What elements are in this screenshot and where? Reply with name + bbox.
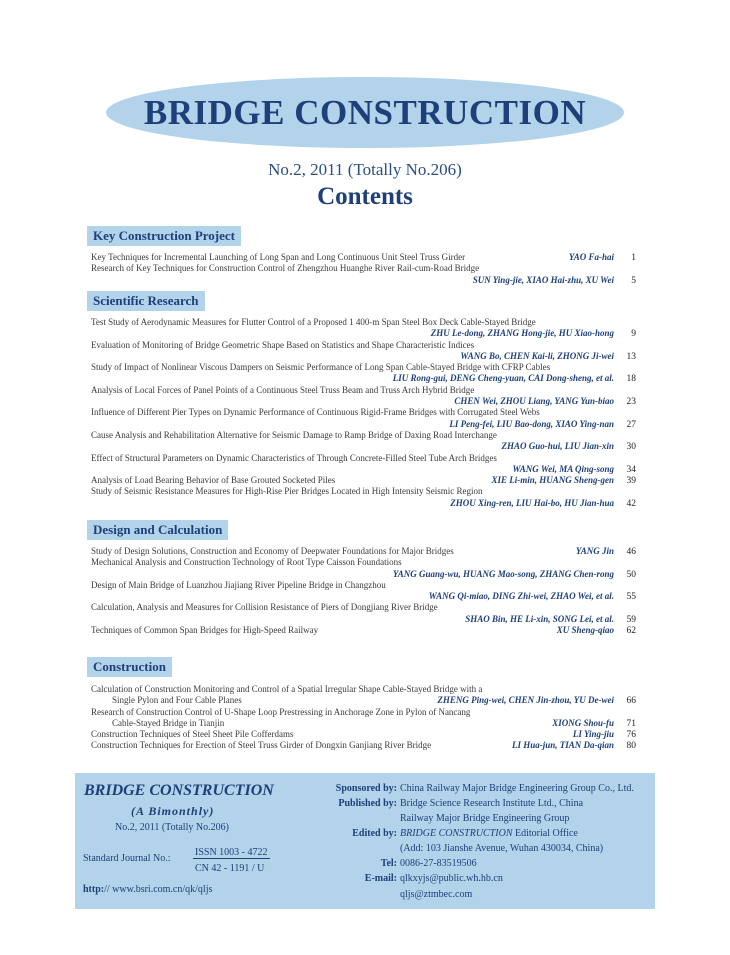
email-label: E-mail: (364, 873, 397, 884)
toc-entry-page: 27 (626, 419, 636, 430)
toc-entry-authors: ZHU Le-dong, ZHANG Hong-jie, HU Xiao-hong (430, 328, 614, 339)
toc-entry-title: Analysis of Local Forces of Panel Points of a Continuous Steel Truss Beam and Truss Arch Hybrid Bridge (91, 384, 475, 395)
email-value-2[interactable]: qljs@ztmbec.com (400, 889, 473, 900)
toc-entry-title: Influence of Different Pier Types on Dynamic Performance of Continuous Rigid-Frame Bridges with Corrugated Steel Webs (91, 407, 540, 418)
toc-entry[interactable] (91, 430, 636, 453)
toc-entry-title: Mechanical Analysis and Construction Technology of Root Type Caisson Foundations (91, 557, 402, 568)
toc-entry-title-continued: Single Pylon and Four Cable Planes (112, 695, 242, 706)
edited-value (400, 828, 578, 839)
website-url: // www.bsri.com.cn/qk/qljs (104, 884, 213, 895)
toc-entry[interactable] (91, 625, 636, 636)
section-heading-design-and-calculation: Design and Calculation (87, 520, 228, 540)
toc-entry-title: Techniques of Common Span Bridges for High-Speed Railway (91, 625, 319, 636)
toc-entry[interactable] (91, 385, 636, 408)
toc-entry[interactable] (91, 340, 636, 363)
section-entries-key-construction-project (91, 252, 636, 286)
toc-entry-authors: YANG Jin (575, 546, 614, 556)
toc-entry-authors: XIONG Shou-fu (552, 717, 614, 728)
toc-entry[interactable] (91, 475, 636, 486)
edited-label: Edited by: (352, 828, 397, 839)
magazine-name: BRIDGE CONSTRUCTION (84, 782, 274, 799)
toc-entry-title: Study of Impact of Nonlinear Viscous Dampers on Seismic Performance of Long Span Cable-Stayed Bridge with CFRP Cables (91, 362, 551, 373)
journal-title-banner (106, 77, 624, 148)
toc-entry-title: Construction Techniques for Erection of Steel Truss Girder of Dongxin Ganjiang River Bridge (91, 740, 432, 751)
toc-entry-page: 34 (626, 464, 636, 475)
toc-entry-page: 18 (626, 374, 636, 385)
toc-entry-page: 55 (626, 592, 636, 603)
publication-info-panel (75, 773, 655, 909)
toc-entry[interactable] (91, 486, 636, 509)
toc-entry[interactable] (91, 707, 636, 730)
toc-entry-authors: WANG Wei, MA Qing-song (512, 463, 614, 474)
toc-entry-authors: SHAO Bin, HE Li-xin, SONG Lei, et al. (465, 613, 614, 624)
toc-entry[interactable] (91, 602, 636, 625)
website-label: http: (83, 884, 105, 895)
sponsored-label: Sponsored by: (335, 783, 397, 794)
toc-entry-title: Research of Construction Control of U-Shape Loop Prestressing in Anchorage Zone in Pylon of Nancang (91, 706, 471, 717)
toc-entry-page: 50 (626, 569, 636, 580)
toc-entry-authors: CHEN Wei, ZHOU Liang, YANG Yun-biao (454, 396, 614, 407)
toc-entry[interactable] (91, 557, 636, 580)
toc-entry[interactable] (91, 546, 636, 557)
toc-entry-authors: YAO Fa-hai (568, 252, 614, 262)
toc-entry-page: 5 (631, 275, 636, 286)
toc-entry-authors: XU Sheng-qiao (556, 625, 614, 636)
toc-entry-page: 23 (626, 397, 636, 408)
toc-entry-page: 80 (626, 741, 636, 752)
cn-number: CN 42 - 1191 / U (195, 863, 265, 874)
issue-line: No.2, 2011 (Totally No.206) (268, 160, 462, 179)
toc-entry-page: 46 (626, 547, 636, 557)
toc-entry-authors: SUN Ying-jie, XIAO Hai-zhu, XU Wei (472, 274, 614, 285)
toc-entry-title: Research of Key Techniques for Construction Control of Zhengzhou Huanghe River Rail-cum-Road Bridge (91, 263, 480, 274)
toc-entry-page: 30 (626, 442, 636, 453)
toc-entry-title: Study of Seismic Resistance Measures for High-Rise Pier Bridges Located in High Intensity Seismic Region (91, 486, 483, 497)
section-heading-construction: Construction (87, 657, 172, 677)
website-link[interactable] (83, 884, 212, 895)
toc-entry-title-continued: Cable-Stayed Bridge in Tianjin (112, 717, 225, 728)
toc-entry[interactable] (91, 740, 636, 751)
toc-entry[interactable] (91, 684, 636, 707)
section-heading-scientific-research: Scientific Research (87, 291, 205, 311)
toc-entry[interactable] (91, 580, 636, 603)
toc-entry-title: Test Study of Aerodynamic Measures for Flutter Control of a Proposed 1 400-m Span Steel Box Deck Cable-Stayed Bridge (91, 317, 536, 327)
toc-entry-title: Evaluation of Monitoring of Bridge Geometric Shape Based on Statistics and Shape Characteristic Indices (91, 339, 475, 350)
magazine-frequency: (A Bimonthly) (131, 804, 215, 818)
section-entries-scientific-research (91, 317, 636, 509)
toc-entry-title: Study of Design Solutions, Construction and Economy of Deepwater Foundations for Major Bridges (91, 546, 454, 556)
address-value: (Add: 103 Jianshe Avenue, Wuhan 430034, China) (400, 843, 604, 854)
toc-entry-authors: YANG Guang-wu, HUANG Mao-song, ZHANG Chen-rong (392, 568, 614, 579)
section-entries-construction (91, 684, 636, 752)
toc-entry-title: Design of Main Bridge of Luanzhou Jiajiang River Pipeline Bridge in Changzhou (91, 579, 386, 590)
toc-entry[interactable] (91, 317, 636, 340)
toc-entry[interactable] (91, 263, 636, 286)
published-value-line2: Railway Major Bridge Engineering Group (400, 813, 570, 824)
toc-entry-page: 13 (626, 351, 636, 362)
edited-value-office: Editorial Office (512, 828, 578, 839)
toc-entry[interactable] (91, 453, 636, 476)
toc-entry-page: 42 (626, 498, 636, 509)
section-heading-key-construction-project: Key Construction Project (87, 226, 241, 246)
masthead-block (75, 773, 320, 909)
tel-label: Tel: (380, 858, 397, 869)
sponsored-value: China Railway Major Bridge Engineering Group Co., Ltd. (400, 783, 634, 794)
standard-journal-label: Standard Journal No.: (83, 853, 171, 864)
toc-entry-authors: XIE Li-min, HUANG Sheng-gen (491, 475, 614, 486)
toc-entry-authors: WANG Qi-miao, DING Zhi-wei, ZHAO Wei, et al. (428, 591, 614, 602)
journal-title: BRIDGE CONSTRUCTION (143, 92, 587, 132)
published-value-line1: Bridge Science Research Institute Ltd., China (400, 798, 584, 809)
toc-entry[interactable] (91, 362, 636, 385)
toc-entry-title: Effect of Structural Parameters on Dynamic Characteristics of Through Concrete-Filled Steel Tube Arch Bridges (91, 452, 497, 463)
toc-entry-authors: LI Ying-jiu (572, 729, 614, 740)
published-label: Published by: (338, 798, 397, 809)
toc-entry-authors: ZHENG Ping-wei, CHEN Jin-zhou, YU De-wei (437, 695, 614, 706)
toc-entry[interactable] (91, 407, 636, 430)
toc-entry-page: 59 (626, 614, 636, 625)
issn-number: ISSN 1003 - 4722 (195, 847, 268, 858)
tel-value: 0086-27-83519506 (400, 858, 477, 869)
toc-entry-page: 71 (626, 718, 636, 729)
toc-entry-page: 76 (626, 730, 636, 741)
section-entries-design-and-calculation (91, 546, 636, 636)
contents-heading: Contents (317, 183, 413, 210)
toc-entry-title: Calculation of Construction Monitoring and Control of a Spatial Irregular Shape Cable-Stayed Bridge with a (91, 684, 483, 694)
email-value-1[interactable]: qlkxyjs@public.wh.hb.cn (400, 873, 503, 884)
toc-entry-page: 1 (631, 253, 636, 263)
toc-entry-authors: ZHAO Guo-hui, LIU Jian-xin (501, 441, 614, 452)
toc-entry-title: Cause Analysis and Rehabilitation Alternative for Seismic Damage to Ramp Bridge of Daxing Road Interchange (91, 429, 497, 440)
toc-entry-page: 9 (631, 329, 636, 340)
edited-value-journal: BRIDGE CONSTRUCTION (400, 828, 513, 839)
toc-entry-authors: LIU Rong-gui, DENG Cheng-yuan, CAI Dong-sheng, et al. (392, 373, 614, 384)
toc-entry-title: Construction Techniques of Steel Sheet Pile Cofferdams (91, 729, 294, 740)
toc-entry-title: Key Techniques for Incremental Launching of Long Span and Long Continuous Unit Steel Truss Girder (91, 252, 466, 262)
toc-entry-page: 39 (626, 476, 636, 487)
toc-entry-authors: LI Hua-jun, TIAN Da-qian (511, 740, 614, 751)
toc-entry-page: 66 (626, 696, 636, 707)
magazine-issue: No.2, 2011 (Totally No.206) (115, 822, 229, 833)
toc-entry-title: Calculation, Analysis and Measures for Collision Resistance of Piers of Dongjiang River Bridge (91, 602, 438, 613)
toc-entry[interactable] (91, 252, 636, 263)
publisher-info-block (321, 773, 655, 909)
toc-entry-authors: LI Peng-fei, LIU Bao-dong, XIAO Ying-nan (449, 418, 614, 429)
toc-entry[interactable] (91, 729, 636, 740)
toc-entry-authors: ZHOU Xing-ren, LIU Hai-bo, HU Jian-hua (450, 497, 614, 508)
toc-entry-page: 62 (626, 626, 636, 637)
toc-entry-authors: WANG Bo, CHEN Kai-li, ZHONG Ji-wei (460, 350, 614, 361)
toc-entry-title: Analysis of Load Bearing Behavior of Base Grouted Socketed Piles (91, 475, 336, 486)
